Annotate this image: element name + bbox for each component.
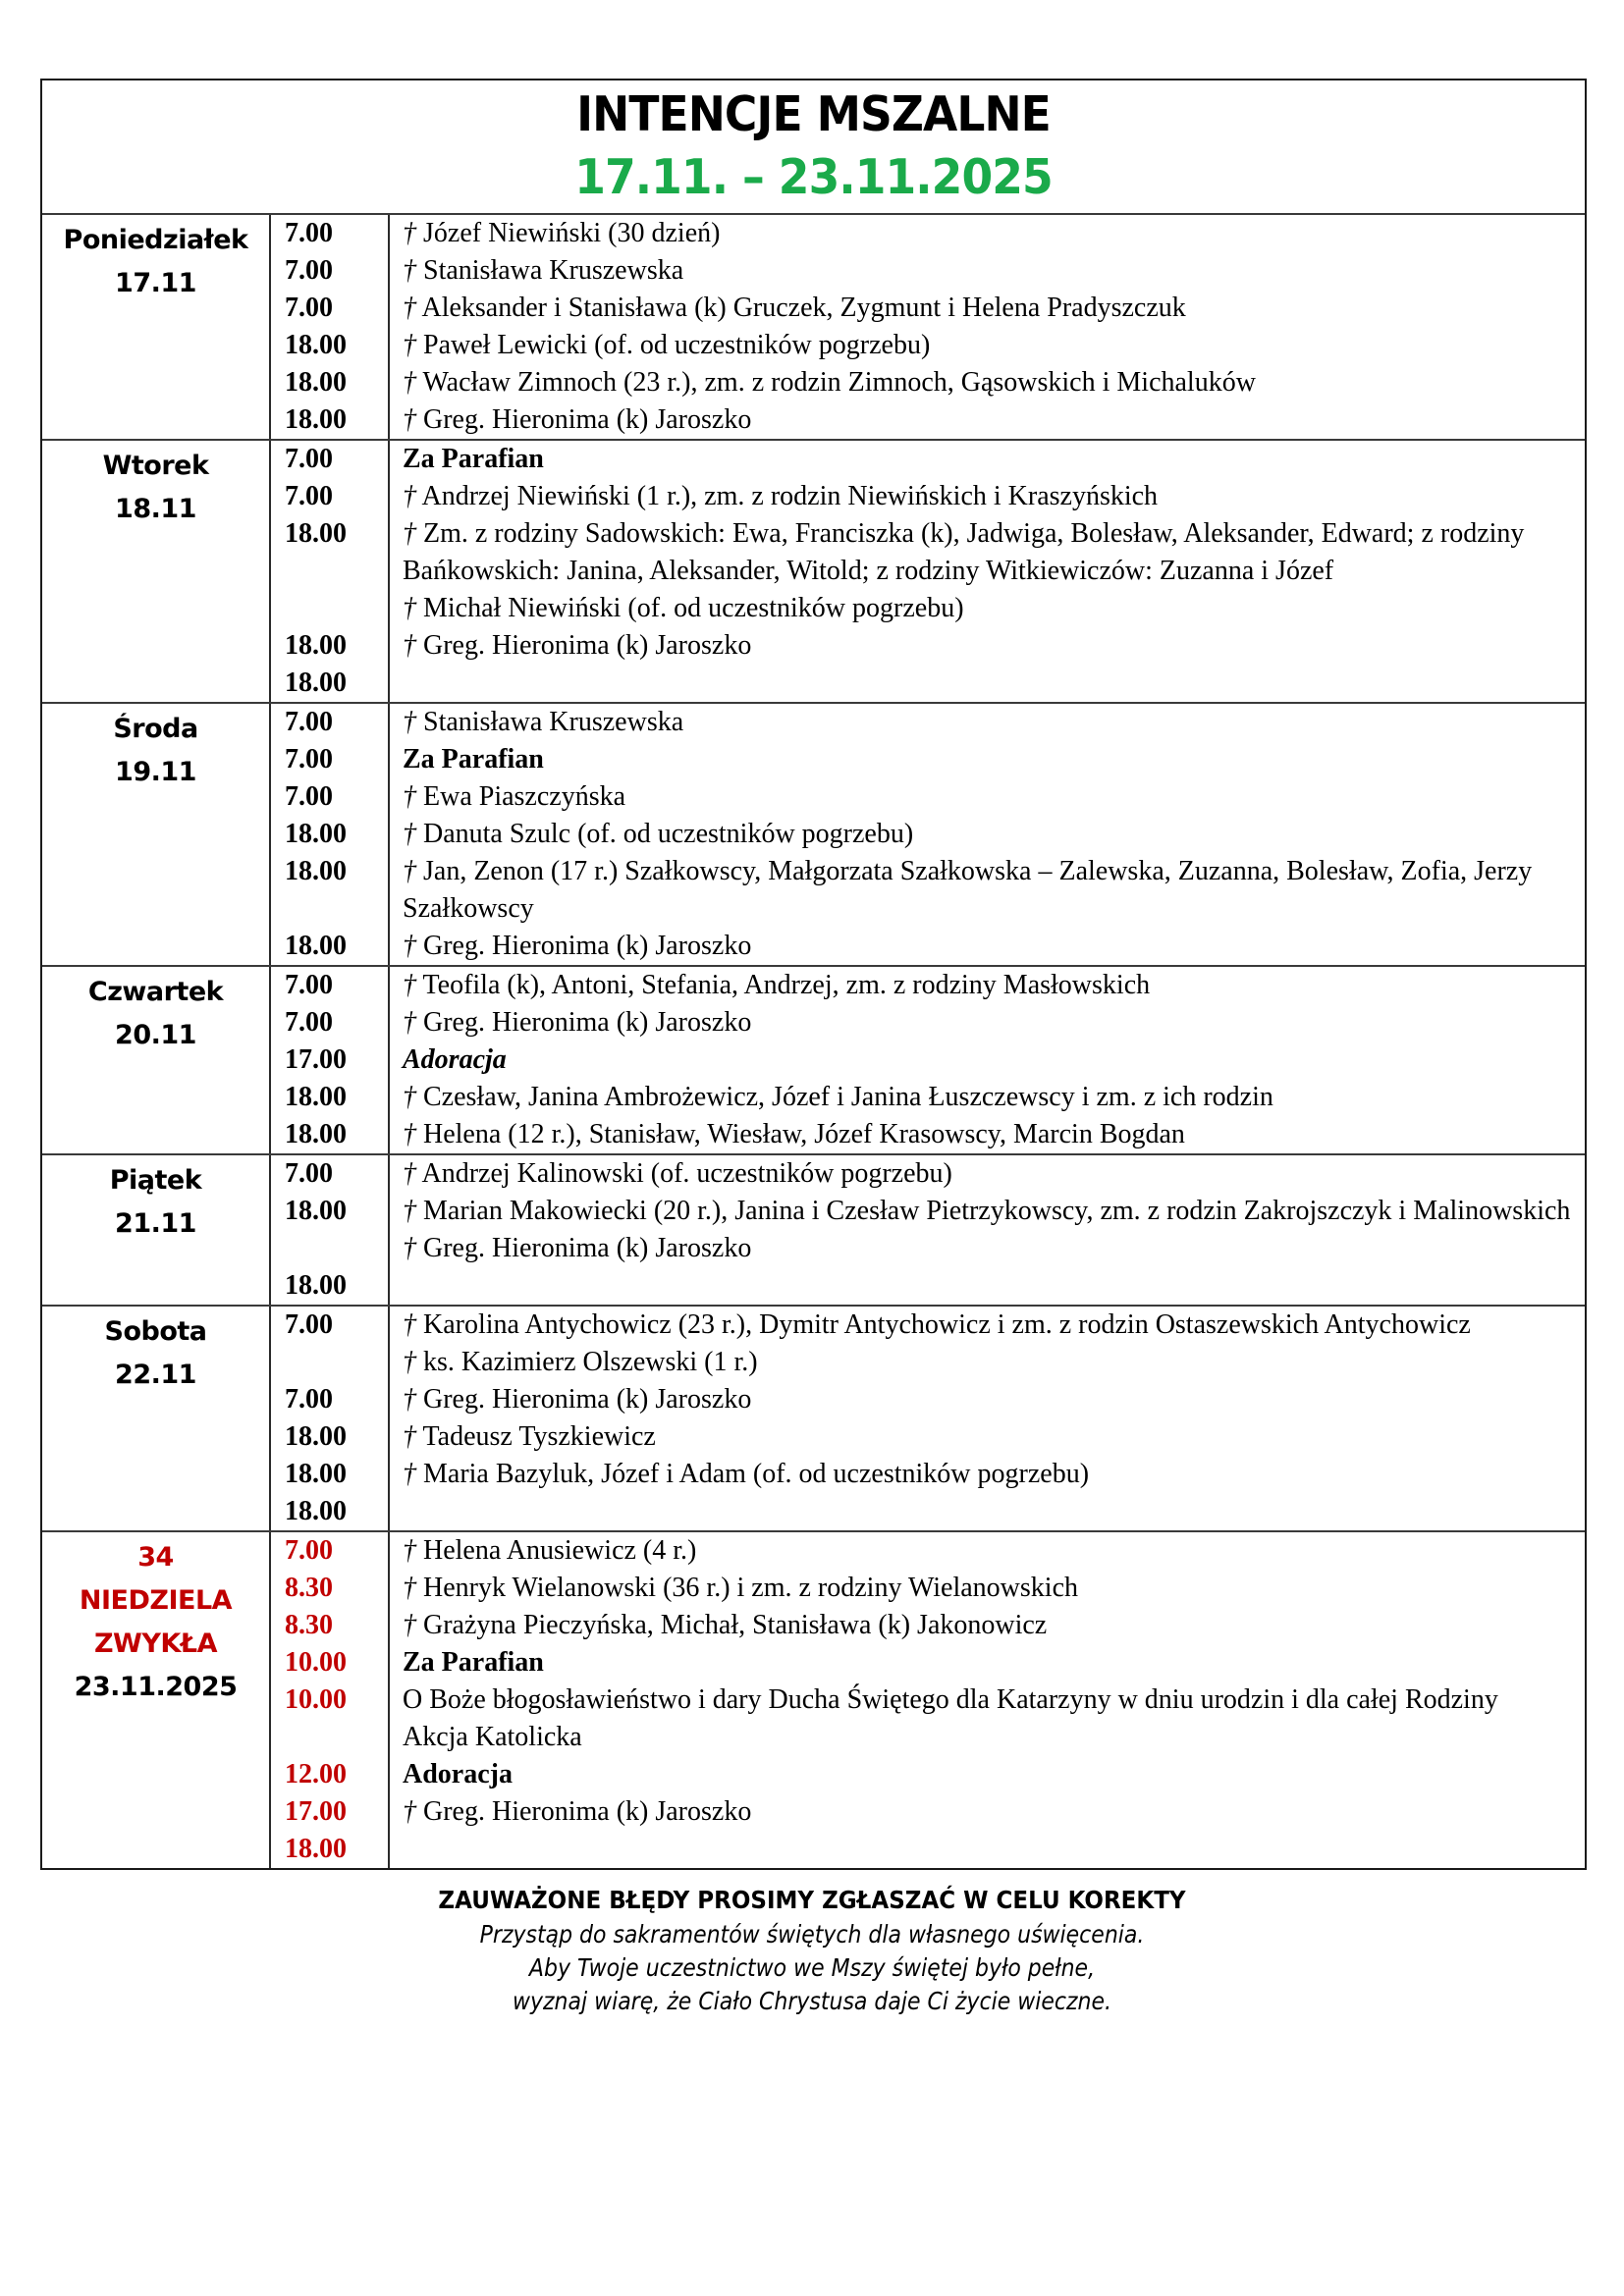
mass-time: 12.00 <box>285 1759 347 1789</box>
day-name-line: 34 <box>137 1542 174 1573</box>
mass-time: 18.00 <box>285 1082 347 1112</box>
mass-intention <box>403 1682 1585 1719</box>
day-label <box>42 1307 271 1530</box>
mass-time: 17.00 <box>285 1044 347 1075</box>
mass-intention <box>403 1644 1585 1682</box>
mass-intention <box>403 290 1585 327</box>
mass-intention <box>403 741 1585 778</box>
mass-intention <box>403 816 1585 853</box>
mass-time: 18.00 <box>285 667 347 698</box>
mass-time: 8.30 <box>285 1610 333 1640</box>
cross-icon: † <box>403 1309 416 1340</box>
intention-text: Helena (12 r.), Stanisław, Wiesław, Józef Krasowscy, Marcin Bogdan <box>423 1119 1185 1149</box>
page-title: INTENCJE MSZALNE <box>576 86 1051 142</box>
cross-icon: † <box>403 1459 416 1489</box>
day-date: 21.11 <box>115 1208 196 1239</box>
mass-time: 18.00 <box>285 330 347 360</box>
intention-text: Greg. Hieronima (k) Jaroszko <box>423 404 752 435</box>
mass-intention <box>403 1607 1585 1644</box>
day-name: Poniedziałek <box>63 225 248 255</box>
intentions-column <box>390 704 1585 965</box>
day-row-niedziela <box>42 1530 1585 1868</box>
times-column <box>271 1532 390 1868</box>
intention-text: Greg. Hieronima (k) Jaroszko <box>423 931 752 961</box>
times-column <box>271 441 390 702</box>
intentions-column <box>390 441 1585 702</box>
day-row-piatek <box>42 1153 1585 1305</box>
mass-time: 17.00 <box>285 1796 347 1827</box>
cross-icon: † <box>403 1610 416 1640</box>
mass-intention <box>403 1230 1585 1267</box>
day-date: 20.11 <box>115 1020 196 1050</box>
mass-time: 18.00 <box>285 367 347 398</box>
day-date: 17.11 <box>115 268 196 298</box>
intention-text: Adoracja <box>403 1759 513 1789</box>
mass-intention <box>403 1456 1585 1493</box>
intention-text: Czesław, Janina Ambrożewicz, Józef i Janina Łuszczewscy i zm. z ich rodzin <box>423 1082 1273 1112</box>
intention-text: Paweł Lewicki (of. od uczestników pogrzebu) <box>423 330 931 360</box>
day-label <box>42 1155 271 1305</box>
mass-intention <box>403 778 1585 816</box>
cross-icon: † <box>403 330 416 360</box>
day-row-sobota <box>42 1305 1585 1530</box>
mass-intention <box>403 627 1585 665</box>
day-name: Czwartek <box>87 977 224 1007</box>
mass-intention <box>403 1418 1585 1456</box>
mass-intention <box>403 853 1585 928</box>
day-date: 18.11 <box>115 494 196 524</box>
mass-time: 7.00 <box>285 970 333 1000</box>
times-column <box>271 1307 390 1530</box>
intention-text: ks. Kazimierz Olszewski (1 r.) <box>423 1347 758 1377</box>
cross-icon: † <box>403 1384 416 1415</box>
intention-text: Józef Niewiński (30 dzień) <box>423 218 721 248</box>
mass-time: 7.00 <box>285 1158 333 1189</box>
mass-intention <box>403 1344 1585 1381</box>
intention-text: Grażyna Pieczyńska, Michał, Stanisława (k) Jakonowicz <box>423 1610 1048 1640</box>
mass-intention <box>403 401 1585 439</box>
cross-icon: † <box>403 630 416 661</box>
mass-intention <box>403 1116 1585 1153</box>
mass-time: 7.00 <box>285 444 333 474</box>
cross-icon: † <box>403 856 416 886</box>
mass-intention <box>403 704 1585 741</box>
cross-icon: † <box>403 593 416 623</box>
mass-intention <box>403 364 1585 401</box>
intentions-column <box>390 1532 1585 1868</box>
intention-text: Andrzej Niewiński (1 r.), zm. z rodzin Niewińskich i Kraszyńskich <box>421 481 1159 511</box>
mass-intention <box>403 1004 1585 1041</box>
mass-intention <box>403 1570 1585 1607</box>
intention-text: Danuta Szulc (of. od uczestników pogrzebu) <box>423 819 914 849</box>
cross-icon: † <box>403 1535 416 1566</box>
intention-text: Teofila (k), Antoni, Stefania, Andrzej, zm. z rodziny Masłowskich <box>422 970 1151 1000</box>
mass-intention <box>403 1532 1585 1570</box>
intention-text: Greg. Hieronima (k) Jaroszko <box>423 1233 752 1263</box>
mass-time: 18.00 <box>285 1196 347 1226</box>
mass-intention <box>403 252 1585 290</box>
mass-time: 7.00 <box>285 1535 333 1566</box>
intention-text: O Boże błogosławieństwo i dary Ducha Świętego dla Katarzyny w dniu urodzin i dla całej Rodziny <box>403 1684 1498 1715</box>
mass-intention <box>403 1793 1585 1831</box>
cross-icon: † <box>403 518 416 549</box>
intention-text: Michał Niewiński (of. od uczestników pogrzebu) <box>423 593 964 623</box>
times-column <box>271 215 390 439</box>
day-name-line: NIEDZIELA <box>79 1585 233 1616</box>
intention-text: Greg. Hieronima (k) Jaroszko <box>423 1384 752 1415</box>
mass-time: 7.00 <box>285 481 333 511</box>
mass-time: 7.00 <box>285 744 333 774</box>
mass-time: 18.00 <box>285 630 347 661</box>
mass-time: 7.00 <box>285 293 333 323</box>
intentions-column <box>390 967 1585 1153</box>
day-name: Wtorek <box>102 451 209 481</box>
cross-icon: † <box>403 1421 416 1452</box>
cross-icon: † <box>403 404 416 435</box>
date-range: 17.11. – 23.11.2025 <box>574 149 1053 205</box>
mass-intentions-table <box>40 79 1587 1870</box>
mass-time: 7.00 <box>285 781 333 812</box>
correction-notice: ZAUWAŻONE BŁĘDY PROSIMY ZGŁASZAĆ W CELU KOREKTY <box>438 1886 1186 1914</box>
footer <box>0 1883 1624 2018</box>
mass-time: 18.00 <box>285 404 347 435</box>
cross-icon: † <box>403 819 416 849</box>
mass-intention <box>403 1719 1585 1756</box>
cross-icon: † <box>403 1233 416 1263</box>
mass-time: 7.00 <box>285 707 333 737</box>
mass-time: 18.00 <box>285 1834 347 1864</box>
cross-icon: † <box>403 1573 416 1603</box>
mass-time: 10.00 <box>285 1647 347 1678</box>
day-name-line: ZWYKŁA <box>93 1629 218 1659</box>
cross-icon: † <box>403 781 416 812</box>
cross-icon: † <box>403 1347 416 1377</box>
intention-text: Ewa Piaszczyńska <box>423 781 626 812</box>
days-container <box>42 215 1585 1868</box>
mass-intention <box>403 215 1585 252</box>
mass-time: 18.00 <box>285 518 347 549</box>
intention-text: Helena Anusiewicz (4 r.) <box>423 1535 697 1566</box>
day-label <box>42 1532 271 1868</box>
intention-text: Za Parafian <box>403 444 544 474</box>
cross-icon: † <box>403 255 416 286</box>
intention-text: Henryk Wielanowski (36 r.) i zm. z rodziny Wielanowskich <box>423 1573 1078 1603</box>
intention-text: Aleksander i Stanisława (k) Gruczek, Zygmunt i Helena Pradyszczuk <box>421 293 1186 323</box>
cross-icon: † <box>403 1796 416 1827</box>
times-column <box>271 704 390 965</box>
mass-time: 7.00 <box>285 255 333 286</box>
cross-icon: † <box>403 1082 416 1112</box>
cross-icon: † <box>403 970 416 1000</box>
cross-icon: † <box>403 931 416 961</box>
mass-time: 18.00 <box>285 1270 347 1301</box>
mass-intention <box>403 928 1585 965</box>
day-name: Sobota <box>104 1316 207 1347</box>
intention-text: Jan, Zenon (17 r.) Szałkowscy, Małgorzata Szałkowska – Zalewska, Zuzanna, Bolesław, Zofia, Jerzy Szałkowscy <box>403 856 1533 924</box>
intention-text: Greg. Hieronima (k) Jaroszko <box>423 630 752 661</box>
intention-text: Marian Makowiecki (20 r.), Janina i Czesław Pietrzykowscy, zm. z rodzin Zakrojszczyk i Malinowskich <box>423 1196 1571 1226</box>
mass-time: 7.00 <box>285 1007 333 1038</box>
intention-text: Za Parafian <box>403 744 544 774</box>
mass-time: 18.00 <box>285 1459 347 1489</box>
mass-intention <box>403 967 1585 1004</box>
mass-intention <box>403 515 1585 590</box>
cross-icon: † <box>403 293 416 323</box>
times-column <box>271 967 390 1153</box>
intention-text: Tadeusz Tyszkiewicz <box>422 1421 656 1452</box>
intention-text: Greg. Hieronima (k) Jaroszko <box>423 1007 752 1038</box>
mass-time: 18.00 <box>285 1119 347 1149</box>
day-date: 19.11 <box>115 757 196 787</box>
cross-icon: † <box>403 218 416 248</box>
day-name: Piątek <box>109 1165 202 1196</box>
intention-text: Maria Bazyluk, Józef i Adam (of. od uczestników pogrzebu) <box>423 1459 1090 1489</box>
mass-time: 10.00 <box>285 1684 347 1715</box>
mass-time: 7.00 <box>285 218 333 248</box>
mass-intention <box>403 1155 1585 1193</box>
day-row-sroda <box>42 702 1585 965</box>
mass-intention <box>403 1756 1585 1793</box>
day-row-poniedzialek <box>42 215 1585 439</box>
cross-icon: † <box>403 1119 416 1149</box>
intention-text: Karolina Antychowicz (23 r.), Dymitr Antychowicz i zm. z rodzin Ostaszewskich Antychowicz <box>423 1309 1471 1340</box>
mass-time: 18.00 <box>285 931 347 961</box>
intention-text: Stanisława Kruszewska <box>423 707 684 737</box>
day-label <box>42 704 271 965</box>
mass-intention <box>403 590 1585 627</box>
day-label <box>42 441 271 702</box>
mass-time: 7.00 <box>285 1309 333 1340</box>
mass-time: 18.00 <box>285 856 347 886</box>
day-row-czwartek <box>42 965 1585 1153</box>
quote-line-1: Przystąp do sakramentów świętych dla własnego uświęcenia. <box>479 1920 1145 1949</box>
mass-intention <box>403 1041 1585 1079</box>
intentions-column <box>390 1155 1585 1305</box>
cross-icon: † <box>403 1007 416 1038</box>
mass-intention <box>403 441 1585 478</box>
table-header <box>42 80 1585 215</box>
intention-text: Greg. Hieronima (k) Jaroszko <box>423 1796 752 1827</box>
cross-icon: † <box>403 367 416 398</box>
mass-intention <box>403 478 1585 515</box>
mass-time: 18.00 <box>285 1496 347 1526</box>
cross-icon: † <box>403 1158 416 1189</box>
day-name: Środa <box>113 714 198 744</box>
mass-time: 7.00 <box>285 1384 333 1415</box>
day-label <box>42 967 271 1153</box>
mass-time: 18.00 <box>285 1421 347 1452</box>
mass-intention <box>403 327 1585 364</box>
intention-text: Za Parafian <box>403 1647 544 1678</box>
intention-text: Andrzej Kalinowski (of. uczestników pogrzebu) <box>421 1158 952 1189</box>
mass-intention <box>403 1193 1585 1230</box>
cross-icon: † <box>403 1196 416 1226</box>
day-label <box>42 215 271 439</box>
mass-intention <box>403 1079 1585 1116</box>
mass-time: 8.30 <box>285 1573 333 1603</box>
cross-icon: † <box>403 481 416 511</box>
intention-text: Wacław Zimnoch (23 r.), zm. z rodzin Zimnoch, Gąsowskich i Michaluków <box>422 367 1256 398</box>
day-row-wtorek <box>42 439 1585 702</box>
intention-text: Adoracja <box>403 1044 507 1075</box>
times-column <box>271 1155 390 1305</box>
intentions-column <box>390 215 1585 439</box>
intention-text: Akcja Katolicka <box>403 1722 582 1752</box>
mass-intention <box>403 1381 1585 1418</box>
intentions-column <box>390 1307 1585 1530</box>
day-date: 23.11.2025 <box>74 1672 238 1702</box>
intention-text: Zm. z rodziny Sadowskich: Ewa, Franciszka (k), Jadwiga, Bolesław, Aleksander, Edward; z rodziny Bańkowskich: Janina, Aleksander, Witold; z rodziny Witkiewiczów: Zuzanna i Józef <box>403 518 1525 586</box>
cross-icon: † <box>403 707 416 737</box>
quote-line-3: wyznaj wiarę, że Ciało Chrystusa daje Ci życie wieczne. <box>512 1987 1112 2015</box>
mass-intention <box>403 1307 1585 1344</box>
day-date: 22.11 <box>115 1360 196 1390</box>
quote-line-2: Aby Twoje uczestnictwo we Mszy świętej było pełne, <box>528 1953 1096 1982</box>
mass-time: 18.00 <box>285 819 347 849</box>
intention-text: Stanisława Kruszewska <box>423 255 684 286</box>
